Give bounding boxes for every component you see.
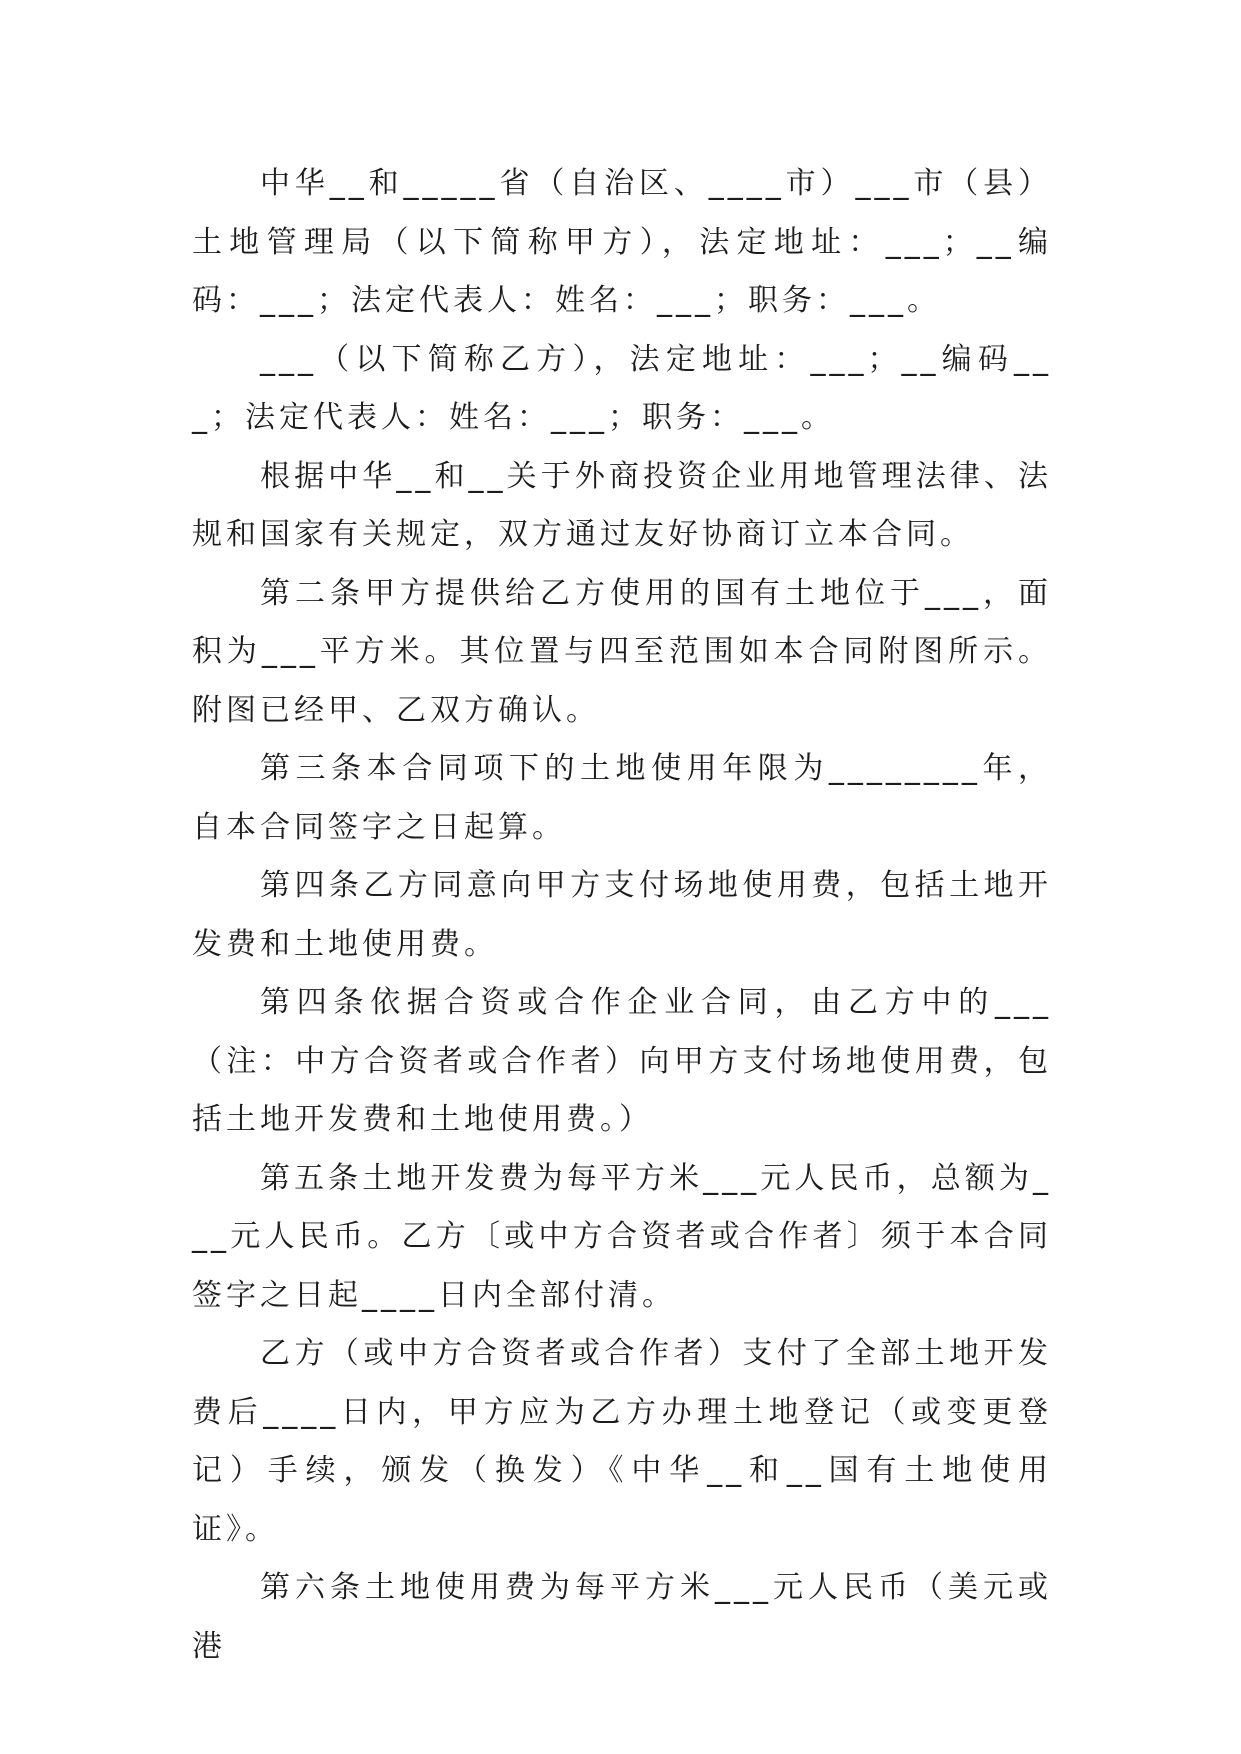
paragraph-article-4: 第四条乙方同意向甲方支付场地使用费，包括土地开发费和土地使用费。 [192, 868, 1052, 962]
paragraph-basis: 根据中华__和__关于外商投资企业用地管理法律、法规和国家有关规定，双方通过友好协商订立本合同。 [192, 458, 1052, 552]
paragraph-article-6: 第六条土地使用费为每平方米___元人民币（美元或港 [192, 1570, 1052, 1664]
paragraph-party-b: ___（以下简称乙方），法定地址：___；__编码___；法定代表人：姓名：___；职务：___。 [192, 341, 1052, 435]
document-body [192, 155, 1052, 1676]
paragraph-party-a: 中华__和_____省（自治区、____市）___市（县）土地管理局（以下简称甲方），法定地址：___；__编码：___；法定代表人：姓名：___；职务：___。 [192, 166, 1052, 318]
paragraph-article-3: 第三条本合同项下的土地使用年限为________年，自本合同签字之日起算。 [192, 751, 1052, 845]
paragraph-article-4-alt: 第四条依据合资或合作企业合同，由乙方中的___（注：中方合资者或合作者）向甲方支付场地使用费，包括土地开发费和土地使用费。） [192, 985, 1052, 1137]
paragraph-registration: 乙方（或中方合资者或合作者）支付了全部土地开发费后____日内，甲方应为乙方办理土地登记（或变更登记）手续，颁发（换发）《中华__和__国有土地使用证》。 [192, 1336, 1052, 1547]
paragraph-article-2: 第二条甲方提供给乙方使用的国有土地位于___，面积为___平方米。其位置与四至范围如本合同附图所示。附图已经甲、乙双方确认。 [192, 575, 1052, 728]
paragraph-article-5: 第五条土地开发费为每平方米___元人民币，总额为___元人民币。乙方〔或中方合资者或合作者〕须于本合同签字之日起____日内全部付清。 [192, 1160, 1052, 1313]
